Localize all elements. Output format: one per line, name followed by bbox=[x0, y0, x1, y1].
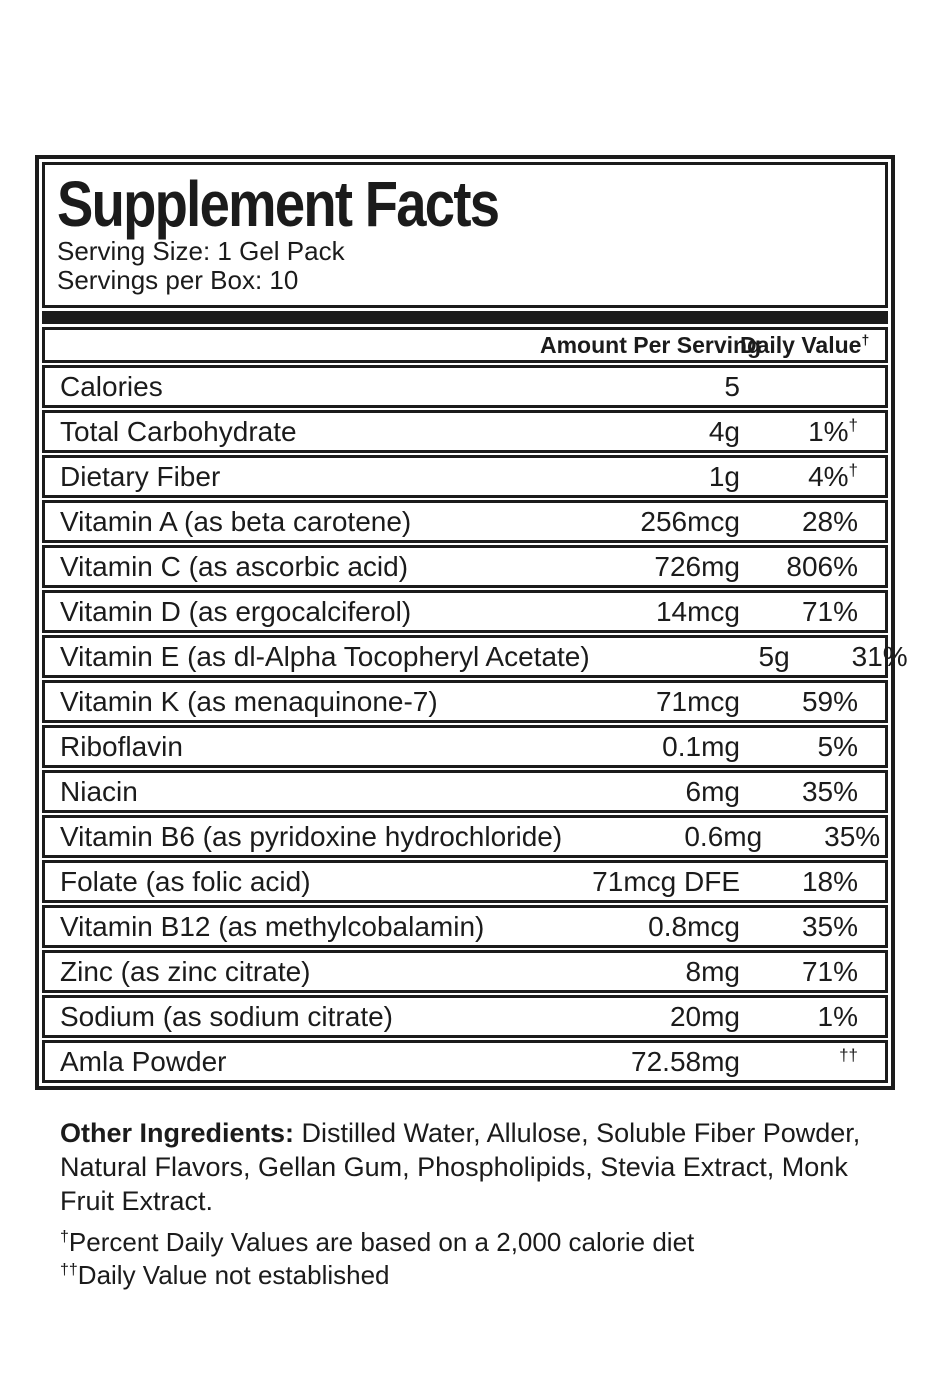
amount-cell: 71mcg bbox=[655, 685, 740, 717]
daily-value-cell bbox=[740, 911, 885, 943]
label-footer bbox=[35, 1116, 875, 1292]
label-title: Supplement Facts bbox=[57, 168, 499, 240]
daily-value-cell bbox=[740, 956, 885, 988]
nutrient-name-cell: Folate (as folic acid) bbox=[60, 865, 311, 897]
nutrient-name-cell: Vitamin K (as menaquinone-7) bbox=[60, 685, 438, 717]
title-section bbox=[42, 162, 888, 308]
daily-value-text: 31% bbox=[851, 640, 908, 672]
nutrient-name-cell: Vitamin A (as beta carotene) bbox=[60, 505, 412, 537]
amount-cell: 14mcg bbox=[655, 595, 740, 627]
table-row bbox=[42, 725, 888, 768]
footnote-not-established-text: Daily Value not established bbox=[77, 1260, 390, 1290]
nutrient-name-cell: Sodium (as sodium citrate) bbox=[60, 1000, 394, 1032]
dagger-icon: † bbox=[848, 460, 858, 480]
daily-value-header-text: Daily Value bbox=[740, 331, 862, 358]
daily-value-cell bbox=[740, 461, 885, 493]
table-row bbox=[42, 365, 888, 408]
daily-value-header bbox=[740, 332, 885, 359]
amount-per-serving-header: Amount Per Serving bbox=[540, 331, 762, 358]
nutrient-name-cell: Riboflavin bbox=[60, 730, 183, 762]
daily-value-cell bbox=[740, 1001, 885, 1033]
amount-cell: 726mg bbox=[654, 550, 740, 582]
dagger-icon: † bbox=[848, 415, 858, 435]
daily-value-cell bbox=[740, 596, 885, 628]
nutrient-name-cell: Vitamin C (as ascorbic acid) bbox=[60, 550, 409, 582]
amount-cell: 72.58mg bbox=[631, 1045, 740, 1077]
nutrient-name-cell: Vitamin B6 (as pyridoxine hydrochloride) bbox=[60, 820, 563, 852]
table-row bbox=[42, 1040, 888, 1083]
amount-cell: 0.8mcg bbox=[648, 910, 740, 942]
thick-divider bbox=[42, 311, 888, 324]
amount-cell: 0.6mg bbox=[684, 820, 763, 852]
daily-value-cell bbox=[790, 641, 930, 673]
table-row bbox=[42, 500, 888, 543]
daily-value-text: 18% bbox=[801, 865, 858, 897]
nutrient-name-cell: Amla Powder bbox=[60, 1045, 227, 1077]
nutrient-name-cell: Dietary Fiber bbox=[60, 460, 221, 492]
nutrient-name-cell: Total Carbohydrate bbox=[60, 415, 297, 447]
other-ingredients-label: Other Ingredients: bbox=[60, 1118, 295, 1148]
daily-value-cell bbox=[762, 821, 907, 853]
amount-cell: 0.1mg bbox=[662, 730, 740, 762]
table-row bbox=[42, 770, 888, 813]
table-row bbox=[42, 635, 908, 678]
amount-cell: 20mg bbox=[669, 1000, 740, 1032]
daily-value-cell bbox=[740, 686, 885, 718]
nutrient-name-cell: Calories bbox=[60, 370, 163, 402]
table-row bbox=[42, 815, 888, 858]
daily-value-text: 1% bbox=[808, 415, 849, 447]
nutrient-name-cell: Vitamin E (as dl-Alpha Tocopheryl Acetate) bbox=[60, 640, 590, 672]
double-dagger-icon: †† bbox=[60, 1261, 78, 1279]
dagger-icon: †† bbox=[839, 1045, 858, 1065]
daily-value-text: 4% bbox=[808, 460, 849, 492]
amount-cell: 71mcg DFE bbox=[592, 865, 740, 897]
daily-value-cell bbox=[740, 866, 885, 898]
amount-cell: 1g bbox=[708, 460, 740, 492]
dagger-icon: † bbox=[60, 1228, 69, 1246]
daily-value-text: 35% bbox=[801, 910, 858, 942]
table-row bbox=[42, 860, 888, 903]
column-header-row bbox=[42, 327, 888, 363]
table-row bbox=[42, 410, 888, 453]
daily-value-text: 35% bbox=[801, 775, 858, 807]
daily-value-cell bbox=[740, 416, 885, 448]
amount-cell: 5g bbox=[758, 640, 790, 672]
amount-cell: 256mcg bbox=[640, 505, 740, 537]
daily-value-text: 71% bbox=[801, 595, 858, 627]
table-row bbox=[42, 950, 888, 993]
nutrient-name-cell: Niacin bbox=[60, 775, 138, 807]
supplement-facts-label bbox=[35, 155, 908, 1292]
daily-value-text: 35% bbox=[824, 820, 881, 852]
amount-cell: 4g bbox=[708, 415, 740, 447]
daily-value-cell bbox=[740, 1046, 885, 1078]
table-row bbox=[42, 995, 888, 1038]
other-ingredients bbox=[60, 1116, 875, 1218]
nutrient-name-cell: Vitamin B12 (as methylcobalamin) bbox=[60, 910, 485, 942]
daily-value-text: 71% bbox=[801, 955, 858, 987]
daily-value-text: 5% bbox=[817, 730, 858, 762]
amount-cell: 5 bbox=[724, 370, 740, 402]
amount-cell: 6mg bbox=[685, 775, 740, 807]
daily-value-text: 28% bbox=[801, 505, 858, 537]
facts-panel bbox=[35, 155, 908, 1090]
nutrient-name-cell: Vitamin D (as ergocalciferol) bbox=[60, 595, 412, 627]
nutrient-table bbox=[42, 365, 908, 1083]
daily-value-text: 806% bbox=[786, 550, 858, 582]
nutrient-name-cell: Zinc (as zinc citrate) bbox=[60, 955, 311, 987]
daily-value-text: 59% bbox=[801, 685, 858, 717]
amount-cell: 8mg bbox=[685, 955, 740, 987]
table-row bbox=[42, 905, 888, 948]
footnote-daily-value bbox=[60, 1226, 875, 1259]
footnote-not-established bbox=[60, 1259, 875, 1292]
servings-per-box: Servings per Box: 10 bbox=[57, 265, 299, 295]
daily-value-cell bbox=[740, 551, 885, 583]
table-row bbox=[42, 545, 888, 588]
serving-size: Serving Size: 1 Gel Pack bbox=[57, 236, 345, 266]
table-row bbox=[42, 680, 888, 723]
table-row bbox=[42, 590, 888, 633]
table-row bbox=[42, 455, 888, 498]
dagger-icon: † bbox=[861, 330, 870, 347]
footnote-daily-value-text: Percent Daily Values are based on a 2,000 calorie diet bbox=[68, 1227, 695, 1257]
daily-value-cell bbox=[740, 506, 885, 538]
other-ingredients-text: Distilled Water, Allulose, Soluble Fiber Powder, Natural Flavors, Gellan Gum, Phospholipids, Stevia Extract, Monk Fruit Extract. bbox=[60, 1118, 861, 1216]
daily-value-cell bbox=[740, 731, 885, 763]
daily-value-cell bbox=[740, 776, 885, 808]
daily-value-text: 1% bbox=[817, 1000, 858, 1032]
